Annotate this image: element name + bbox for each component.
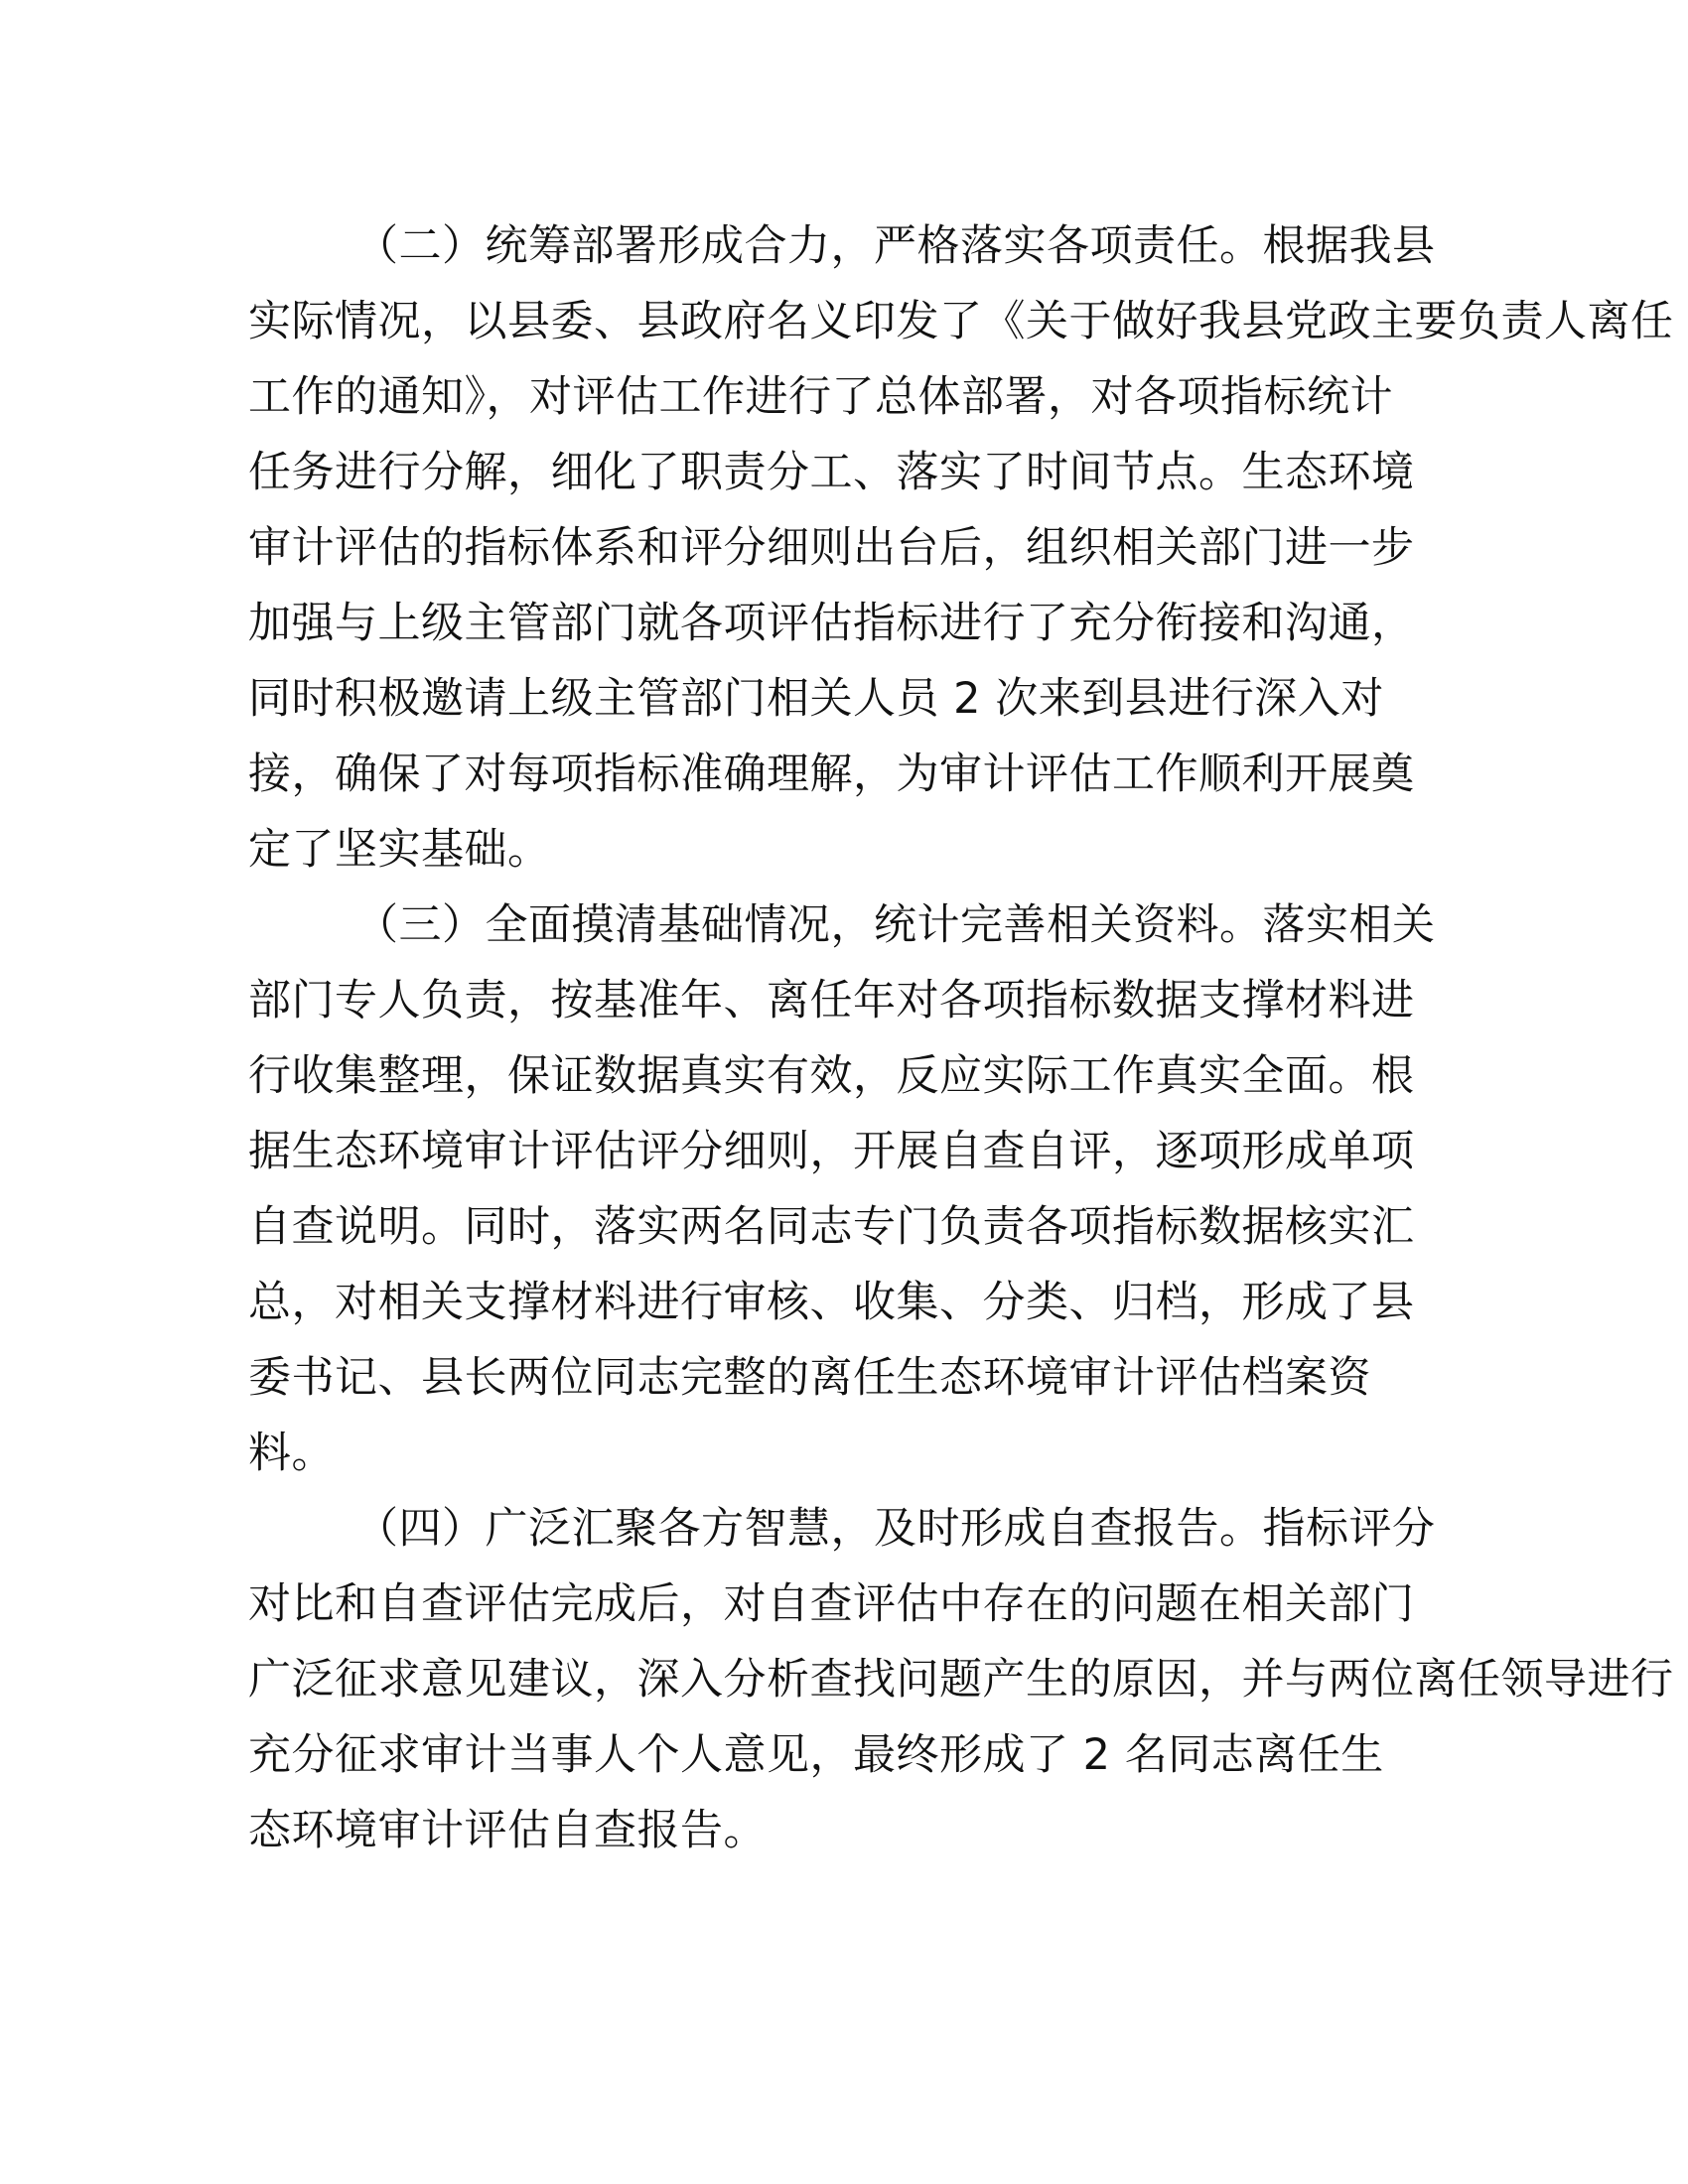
paragraph-4-report: [248, 1491, 1688, 1868]
text-line: （三）全面摸清基础情况，统计完善相关资料。落实相关: [355, 900, 1436, 950]
text-line: 审计评估的指标体系和评分细则出台后，组织相关部门进一步: [248, 523, 1415, 573]
text-line: （二）统筹部署形成合力，严格落实各项责任。根据我县: [355, 221, 1436, 271]
document-body: [248, 208, 1688, 1868]
text-line: 工作的通知》，对评估工作进行了总体部署，对各项指标统计: [248, 372, 1393, 422]
paragraph-3-materials: [248, 887, 1688, 1491]
text-line: 对比和自查评估完成后，对自查评估中存在的问题在相关部门: [248, 1579, 1415, 1629]
text-line: 广泛征求意见建议，深入分析查找问题产生的原因，并与两位离任领导进行: [248, 1655, 1674, 1705]
text-line: 态环境审计评估自查报告。: [248, 1806, 767, 1855]
text-line: 任务进行分解，细化了职责分工、落实了时间节点。生态环境: [248, 448, 1415, 497]
text-line: 同时积极邀请上级主管部门相关人员 2 次来到县进行深入对: [248, 674, 1384, 724]
text-line: 料。: [248, 1429, 335, 1478]
text-line: （四）广泛汇聚各方智慧，及时形成自查报告。指标评分: [355, 1504, 1436, 1554]
paragraph-2-deployment: [248, 208, 1688, 887]
text-line: 加强与上级主管部门就各项评估指标进行了充分衔接和沟通，: [248, 599, 1415, 648]
text-line: 充分征求审计当事人个人意见，最终形成了 2 名同志离任生: [248, 1730, 1384, 1780]
text-line: 接，确保了对每项指标准确理解，为审计评估工作顺利开展奠: [248, 750, 1415, 799]
text-line: 定了坚实基础。: [248, 825, 551, 875]
text-line: 据生态环境审计评估评分细则，开展自查自评，逐项形成单项: [248, 1127, 1415, 1176]
text-line: 行收集整理，保证数据真实有效，反应实际工作真实全面。根: [248, 1051, 1415, 1101]
text-line: 总，对相关支撑材料进行审核、收集、分类、归档，形成了县: [248, 1278, 1415, 1327]
text-line: 实际情况，以县委、县政府名义印发了《关于做好我县党政主要负责人离任: [248, 297, 1674, 346]
text-line: 部门专人负责，按基准年、离任年对各项指标数据支撑材料进: [248, 976, 1415, 1025]
text-line: 委书记、县长两位同志完整的离任生态环境审计评估档案资: [248, 1353, 1371, 1403]
text-line: 自查说明。同时，落实两名同志专门负责各项指标数据核实汇: [248, 1202, 1415, 1252]
